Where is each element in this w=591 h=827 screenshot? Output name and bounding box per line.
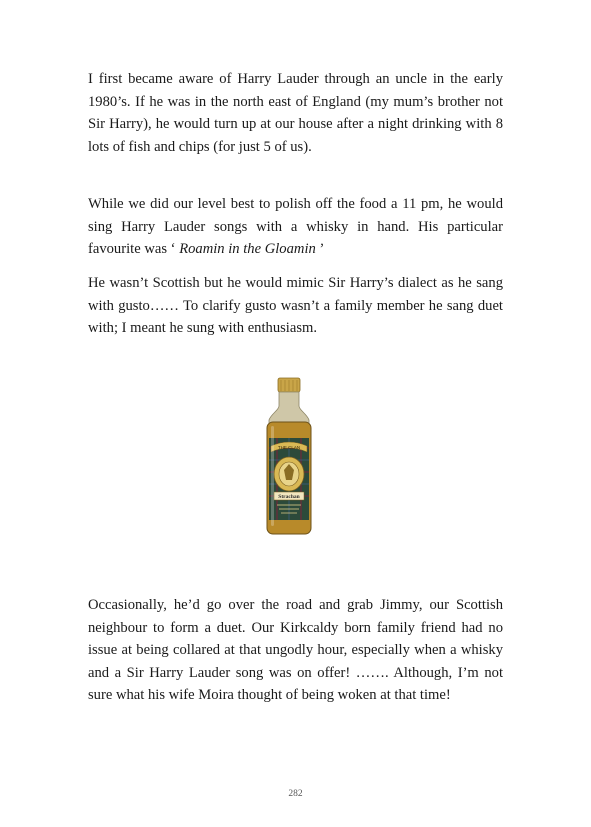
label-clan-name: Strachan [278,494,300,500]
paragraph-gusto: He wasn’t Scottish but he would mimic Sir Harry’s dialect as he sang with gusto…… To clarify gusto wasn’t a family member he sang duet with; I meant he sung with enthusiasm. [88,275,503,337]
paragraph-uncle-intro: I first became aware of Harry Lauder through an uncle in the early 1980’s. If he was in the north east of England (my mum’s brother not Sir Harry), he would turn up at our house after a night drinking with 8 lots of fish and chips (for just 5 of us). [88,71,503,155]
whisky-miniature-bottle-image [257,376,321,540]
page-number: 282 [288,789,303,799]
song-title: Roamin in the Gloamin [179,241,316,258]
paragraph-duet: Occasionally, he’d go over the road and grab Jimmy, our Scottish neighbour to form a duet. Our Kirkcaldy born family friend had no issue at being collared at that ungodly hour, especially when a whisky and a Sir Harry Lauder song was on offer! ……. Although, I’m not sure what his wife Moira thought of being woken at that time! [88,597,503,704]
paragraph-songs-text: While we did our level best to polish off the food a 11 pm, he would sing Harry Lauder songs with a whisky in hand. His particular favourite was ‘ [88,196,503,258]
paragraph-songs-close-quote: ’ [315,241,325,258]
paragraph-songs [88,193,503,261]
label-banner-text: THE CLAN [277,445,301,450]
